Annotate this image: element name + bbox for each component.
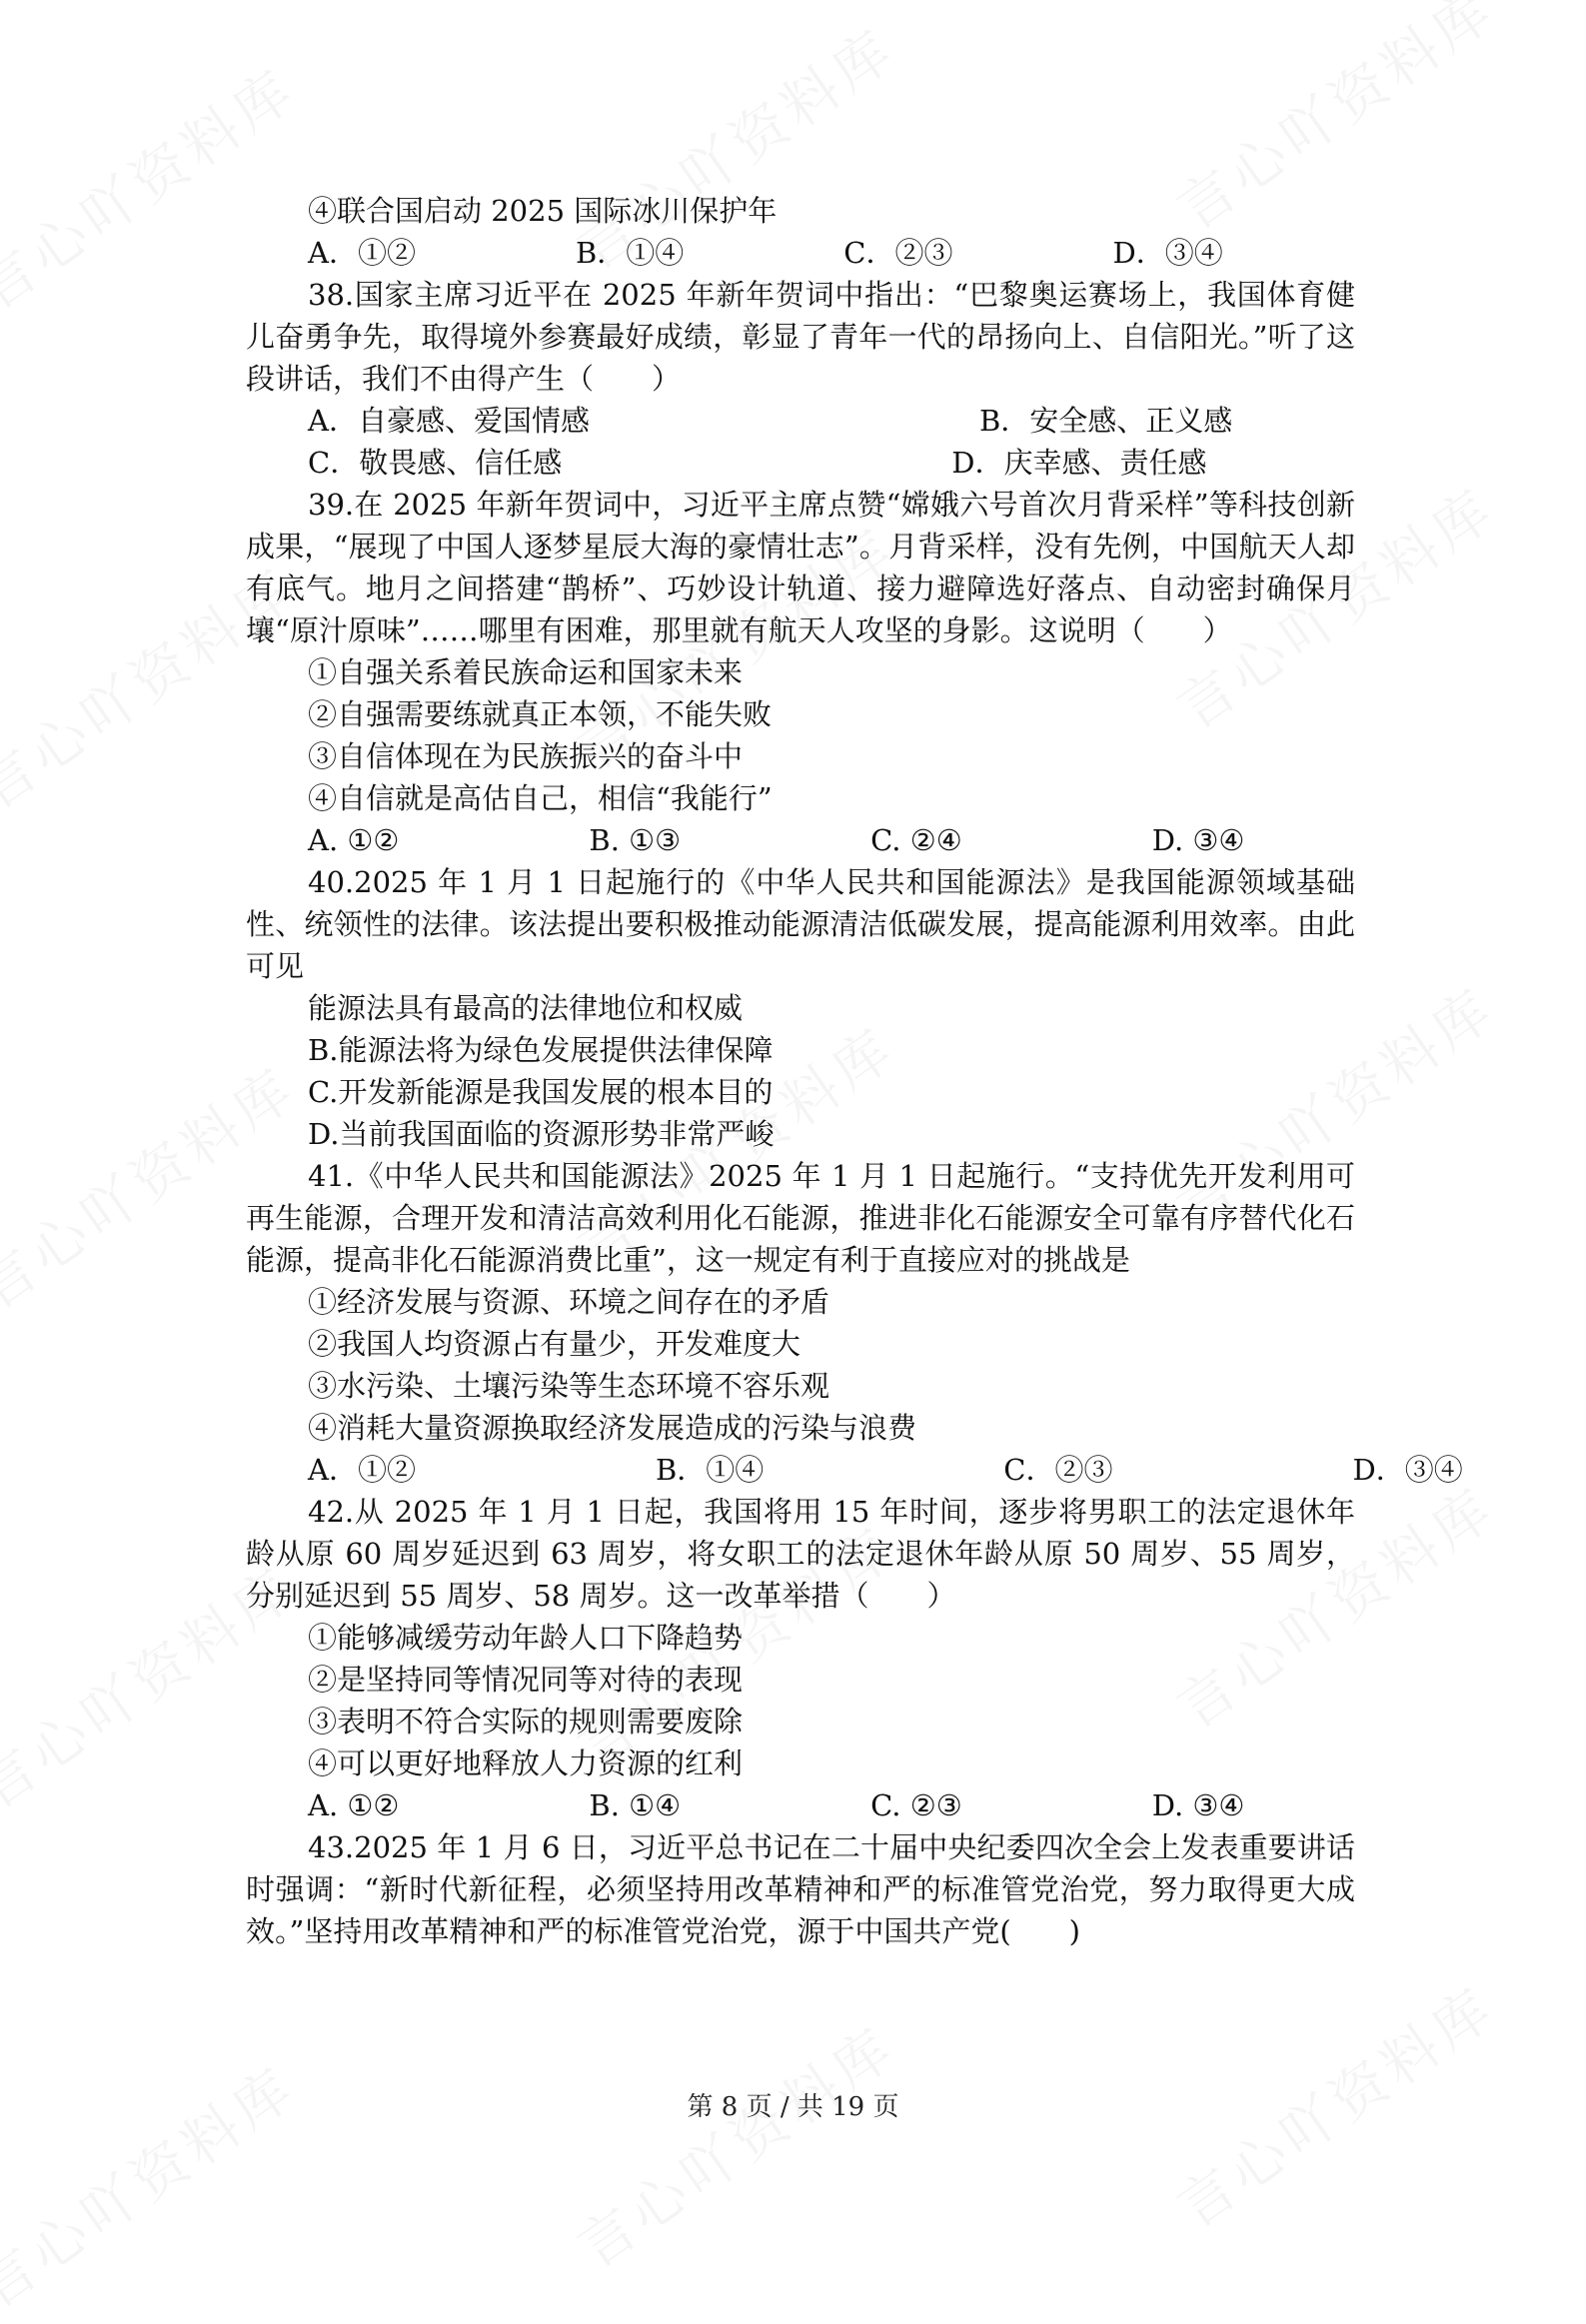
question-stem: 43.2025 年 1 月 6 日，习近平总书记在二十届中央纪委四次全会上发表重要讲话时强调：“新时代新征程，必须坚持用改革精神和严的标准管党治党，努力取得更大成效。”坚持用改革精神和严的标准管党治党，源于中国共产党( ): [246, 1830, 1355, 1948]
answer-options: [246, 232, 1355, 274]
option-item: A. ①②: [308, 1788, 400, 1822]
option-item: C. ②④: [870, 823, 962, 857]
statement-item: 能源法具有最高的法律地位和权威: [308, 991, 744, 1025]
answer-options: [246, 1449, 1463, 1491]
option-item: D．③④: [1112, 236, 1223, 270]
statement-item: ②自强需要练就真正本领，不能失败: [308, 697, 773, 731]
statement-item: ②是坚持同等情况同等对待的表现: [308, 1663, 744, 1697]
statement-item: ④消耗大量资源换取经济发展造成的污染与浪费: [308, 1411, 917, 1445]
statement-item: ①经济发展与资源、环境之间存在的矛盾: [308, 1285, 830, 1319]
option-item: B. ①④: [589, 1788, 682, 1822]
option-item: C．②③: [843, 236, 953, 270]
watermark-text: [560, 2005, 910, 2284]
option-item: C．敬畏感、信任感: [308, 446, 563, 480]
statement-item: ③表明不符合实际的规则需要废除: [308, 1705, 744, 1739]
question-stem: 38.国家主席习近平在 2025 年新年贺词中指出：“巴黎奥运赛场上，我国体育健儿奋勇争先，取得境外参赛最好成绩，彰显了青年一代的昂扬向上、自信阳光。”听了这段讲话，我们不由得产生（ ）: [246, 278, 1355, 396]
statement-item: ④自信就是高估自己，相信“我能行”: [308, 781, 773, 815]
option-item: D．庆幸感、责任感: [951, 446, 1207, 480]
option-item: B．安全感、正义感: [978, 404, 1233, 438]
page-content: [246, 190, 1463, 1952]
statement-item: ③自信体现在为民族振兴的奋斗中: [308, 739, 744, 773]
statement-item: C.开发新能源是我国发展的根本目的: [308, 1075, 774, 1109]
option-item: D. ③④: [1151, 823, 1245, 857]
option-item: A．①②: [308, 1453, 416, 1487]
option-item: C．②③: [1003, 1453, 1113, 1487]
question-stem: 39.在 2025 年新年贺词中，习近平主席点赞“嫦娥六号首次月背采样”等科技创新成果，“展现了中国人逐梦星辰大海的豪情壮志”。月背采样，没有先例，中国航天人却有底气。地月之间搭建“鹊桥”、巧妙设计轨道、接力避障选好落点、自动密封确保月壤“原汁原味”……哪里有困难，那里就有航天人攻坚的身影。这说明（ ）: [246, 488, 1355, 647]
option-item: A．①②: [308, 236, 416, 270]
statement-item: D.当前我国面临的资源形势非常严峻: [308, 1117, 775, 1151]
page-footer: 第 8 页 / 共 19 页: [687, 2092, 899, 2122]
option-item: C. ②③: [870, 1788, 962, 1822]
statement-item: ③水污染、土壤污染等生态环境不容乐观: [308, 1369, 830, 1403]
option-item: B. ①③: [589, 823, 682, 857]
option-item: B．①④: [575, 236, 685, 270]
question-stem: 41.《中华人民共和国能源法》2025 年 1 月 1 日起施行。“支持优先开发利用可再生能源，合理开发和清洁高效利用化石能源，推进非化石能源安全可靠有序替代化石能源，提高非化石能源消费比重”，这一规定有利于直接应对的挑战是: [246, 1159, 1355, 1277]
answer-options: [246, 1784, 1355, 1826]
statement-item: ②我国人均资源占有量少，开发难度大: [308, 1327, 801, 1361]
answer-options: [246, 442, 1355, 484]
question-stem: 42.从 2025 年 1 月 1 日起，我国将用 15 年时间，逐步将男职工的法定退休年龄从原 60 周岁延迟到 63 周岁，将女职工的法定退休年龄从原 50 周岁、55 周岁，分别延迟到 55 周岁、58 周岁。这一改革举措（ ）: [246, 1495, 1355, 1613]
option-item: D. ③④: [1151, 1788, 1245, 1822]
question-stem: 40.2025 年 1 月 1 日起施行的《中华人民共和国能源法》是我国能源领域基础性、统领性的法律。该法提出要积极推动能源清洁低碳发展，提高能源利用效率。由此可见: [246, 865, 1355, 983]
option-item: A. ①②: [308, 823, 400, 857]
answer-options: [246, 400, 1355, 442]
statement-item: ④可以更好地释放人力资源的红利: [308, 1746, 744, 1780]
statement-item: B.能源法将为绿色发展提供法律保障: [308, 1033, 774, 1067]
statement-item: ④联合国启动 2025 国际冰川保护年: [308, 194, 778, 228]
statement-item: ①自强关系着民族命运和国家未来: [308, 655, 744, 689]
option-item: B．①④: [655, 1453, 765, 1487]
statement-item: ①能够减缓劳动年龄人口下降趋势: [308, 1621, 744, 1655]
option-item: D．③④: [1352, 1453, 1463, 1487]
answer-options: [246, 819, 1355, 861]
option-item: A．自豪感、爱国情感: [308, 404, 590, 438]
